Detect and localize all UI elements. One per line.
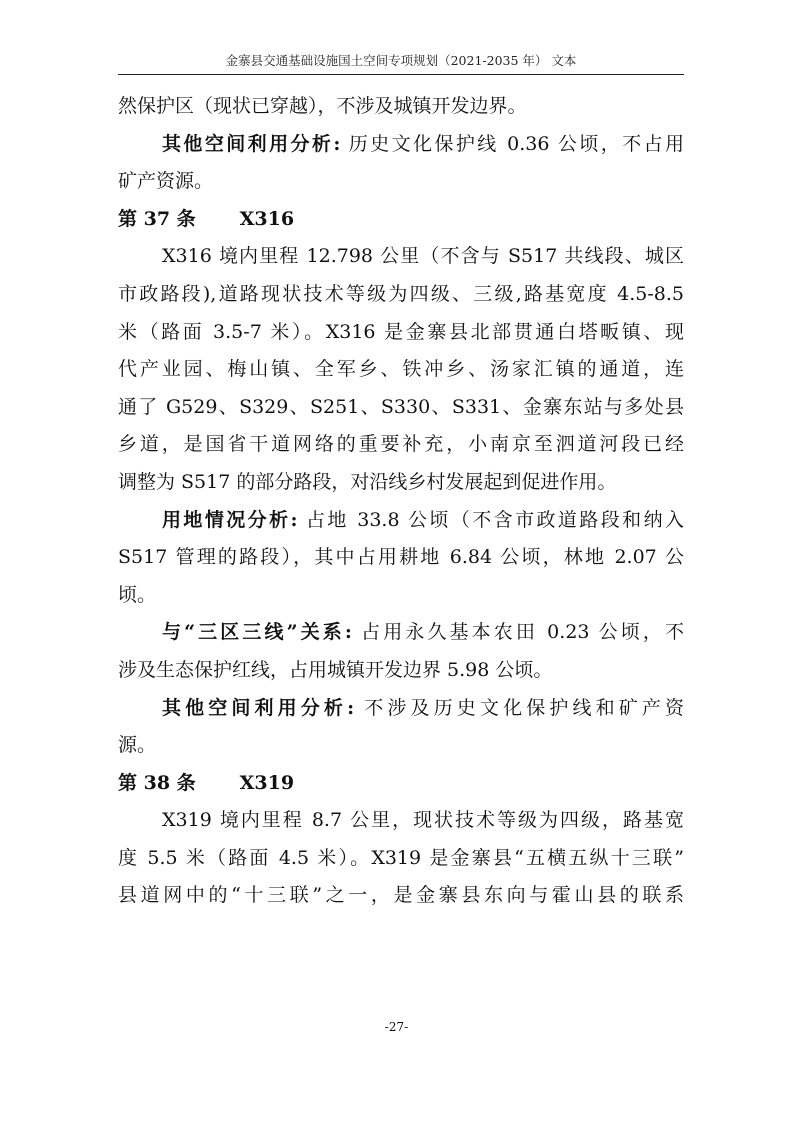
paragraph-line: 矿产资源。	[118, 170, 214, 193]
paragraph-line: 代产业园、梅山镇、全军乡、铁冲乡、汤家汇镇的通道，连	[118, 358, 684, 381]
paragraph-line: 调整为 S517 的部分路段，对沿线乡村发展起到促进作用。	[118, 470, 617, 493]
line-text: 占地 33.8 公顷（不含市政道路段和纳入	[297, 508, 684, 531]
article-heading-38	[118, 765, 684, 803]
paragraph-line: X316 境内里程 12.798 公里（不含与 S517 共线段、城区	[162, 245, 684, 268]
road-code: X319	[239, 771, 295, 794]
section-label: 其他空间利用分析:	[162, 696, 355, 719]
paragraph-line: 县道网中的“十三联”之一，是金寨县东向与霍山县的联系	[118, 884, 684, 907]
line-text: 不涉及历史文化保护线和矿产资	[354, 696, 685, 719]
paragraph-line: X319 境内里程 8.7 公里，现状技术等级为四级，路基宽	[162, 809, 684, 832]
article-number: 第 37 条	[118, 207, 196, 230]
paragraph-line: 然保护区（现状已穿越），不涉及城镇开发边界。	[118, 95, 527, 117]
paragraph-line: 度 5.5 米（路面 4.5 米）。X319 是金寨县“五横五纵十三联”	[118, 846, 684, 869]
paragraph-line	[118, 614, 684, 652]
paragraph-line	[118, 690, 684, 728]
article-heading-37	[118, 201, 684, 239]
line-text: 占用永久基本农田 0.23 公顷，不	[351, 621, 684, 644]
paragraph-line: 乡道，是国省干道网络的重要补充，小南京至泗道河段已经	[118, 433, 684, 456]
road-code: X316	[239, 207, 295, 230]
paragraph-line: 涉及生态保护红线，占用城镇开发边界 5.98 公顷。	[118, 658, 553, 681]
document-body	[118, 88, 684, 915]
paragraph-line: 顷。	[118, 583, 157, 606]
paragraph-line	[118, 502, 684, 540]
section-label: 其他空间利用分析:	[162, 132, 341, 155]
running-header: 金寨县交通基础设施国土空间专项规划（2021-2035 年） 文本	[225, 53, 577, 68]
page-number: -27-	[384, 1020, 409, 1034]
line-text: 历史文化保护线 0.36 公顷，不占用	[340, 132, 684, 155]
paragraph-line: 米（路面 3.5-7 米）。X316 是金寨县北部贯通白塔畈镇、现	[118, 320, 684, 343]
paragraph-line: 市政路段),道路现状技术等级为四级、三级,路基宽度 4.5-8.5	[118, 282, 684, 305]
paragraph-line	[118, 126, 684, 164]
article-number: 第 38 条	[118, 771, 196, 794]
header-rule	[118, 74, 684, 75]
section-label: 与“三区三线”关系:	[162, 621, 352, 644]
paragraph-line: S517 管理的路段），其中占用耕地 6.84 公顷，林地 2.07 公	[118, 546, 684, 569]
paragraph-line: 源。	[118, 734, 157, 757]
paragraph-line: 通了 G529、S329、S251、S330、S331、金寨东站与多处县	[118, 395, 684, 418]
section-label: 用地情况分析:	[162, 508, 298, 531]
